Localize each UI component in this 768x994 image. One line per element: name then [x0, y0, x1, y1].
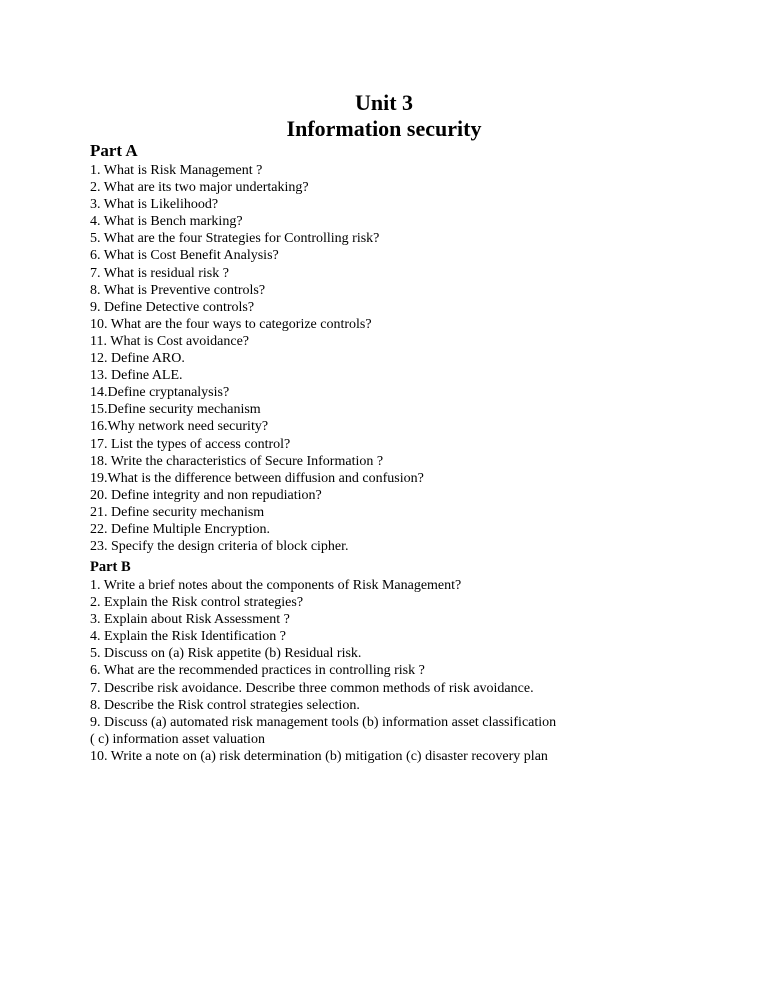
- list-item: 2. Explain the Risk control strategies?: [90, 595, 304, 611]
- list-item: 5. What are the four Strategies for Controlling risk?: [90, 231, 380, 247]
- list-item: 13. Define ALE.: [90, 368, 183, 384]
- list-item: 5. Discuss on (a) Risk appetite (b) Residual risk.: [90, 646, 362, 662]
- unit-title: Unit 3: [354, 90, 414, 115]
- list-item: 9. Define Detective controls?: [90, 299, 255, 315]
- list-item: 8. What is Preventive controls?: [90, 282, 266, 298]
- list-item: 22. Define Multiple Encryption.: [90, 521, 271, 537]
- list-item: 4. Explain the Risk Identification ?: [90, 629, 286, 645]
- list-item: 12. Define ARO.: [90, 351, 185, 367]
- list-item: 10. Write a note on (a) risk determination (b) mitigation (c) disaster recovery plan: [90, 748, 548, 764]
- part-a-question-list: [90, 162, 424, 555]
- list-item: 20. Define integrity and non repudiation?: [90, 487, 322, 503]
- list-item: ( c) information asset valuation: [90, 731, 265, 747]
- list-item: 4. What is Bench marking?: [90, 214, 243, 230]
- part-b-question-list: [90, 577, 556, 765]
- list-item: 3. What is Likelihood?: [90, 197, 219, 213]
- list-item: 23. Specify the design criteria of block cipher.: [90, 539, 349, 555]
- list-item: 14.Define cryptanalysis?: [90, 385, 230, 401]
- list-item: 2. What are its two major undertaking?: [90, 180, 309, 196]
- list-item: 8. Describe the Risk control strategies selection.: [90, 697, 360, 713]
- list-item: 15.Define security mechanism: [90, 402, 261, 418]
- list-item: 17. List the types of access control?: [90, 436, 291, 452]
- list-item: 19.What is the difference between diffusion and confusion?: [90, 470, 424, 486]
- list-item: 9. Discuss (a) automated risk management tools (b) information asset classification: [90, 714, 557, 730]
- part-a-heading: Part A: [90, 141, 138, 160]
- subject-title: Information security: [286, 116, 482, 141]
- list-item: 6. What are the recommended practices in controlling risk ?: [90, 663, 425, 679]
- list-item: 3. Explain about Risk Assessment ?: [90, 612, 290, 628]
- part-b-heading: Part B: [90, 559, 131, 575]
- list-item: 1. Write a brief notes about the components of Risk Management?: [90, 578, 462, 593]
- list-item: 11. What is Cost avoidance?: [90, 333, 250, 349]
- list-item: 21. Define security mechanism: [90, 504, 265, 520]
- list-item: 7. What is residual risk ?: [90, 265, 229, 281]
- list-item: 7. Describe risk avoidance. Describe three common methods of risk avoidance.: [90, 680, 534, 696]
- list-item: 10. What are the four ways to categorize controls?: [90, 316, 372, 332]
- list-item: 1. What is Risk Management ?: [90, 163, 263, 178]
- list-item: 16.Why network need security?: [90, 419, 269, 435]
- list-item: 6. What is Cost Benefit Analysis?: [90, 248, 279, 264]
- list-item: 18. Write the characteristics of Secure Information ?: [90, 453, 384, 469]
